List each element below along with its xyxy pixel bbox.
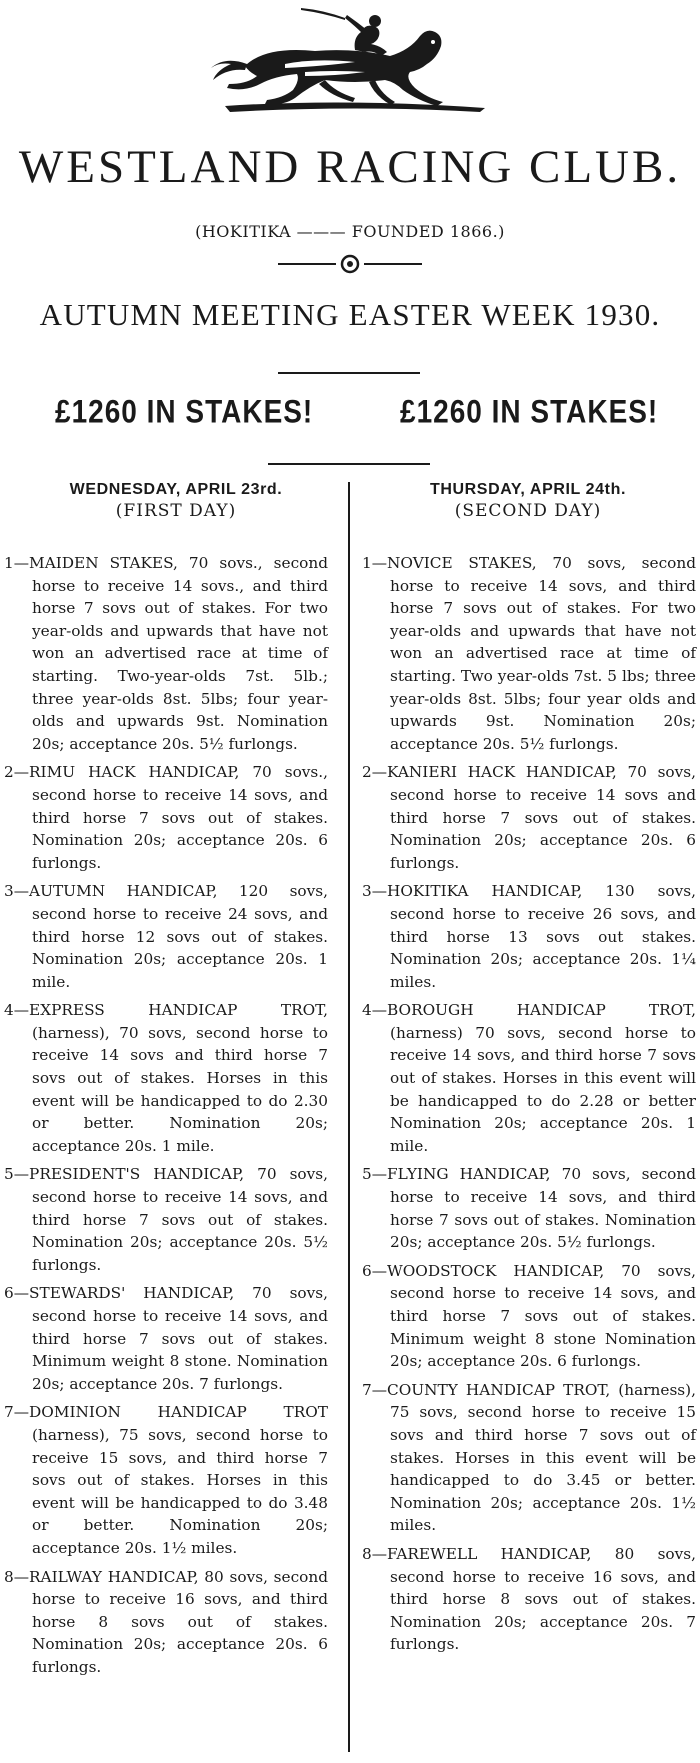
race-entry: 5—PRESIDENT'S HANDICAP, 70 sovs, second horse to receive 14 sovs, and third horse 7 sovs out of stakes. Nomination 20s; acceptance 20s. 5½ furlongs. [4,1165,328,1274]
club-title: WESTLAND RACING CLUB. [18,141,682,193]
club-subtitle: (HOKITIKA ——— FOUNDED 1866.) [195,222,505,241]
divider-rule [268,463,430,465]
second-day-races [362,552,696,1662]
stakes-left: £1260 IN STAKES! [55,393,314,430]
day-heading-second [368,481,688,521]
racehorse-jockey-illustration [205,6,495,118]
stakes-right: £1260 IN STAKES! [400,393,659,430]
race-entry: 4—EXPRESS HANDICAP TROT, (harness), 70 sovs, second horse to receive 14 sovs and third horse 7 sovs out of stakes. Horses in this event will be handicapped to do 2.30 or better. Nomination 20s; acceptance 20s. 1 mile. [4,1001,328,1155]
ornament-divider-icon [278,253,422,275]
meeting-heading: AUTUMN MEETING EASTER WEEK 1930. [39,297,661,332]
race-entry: 1—MAIDEN STAKES, 70 sovs., second horse to receive 14 sovs., and third horse 7 sovs out of stakes. For two year-olds and upwards that have not won an advertised race at time of starting. Two-year-olds 7st. 5lb.; three year-olds 8st. 5lbs; four year-olds and upwards 9st. Nomination 20s; acceptance 20s. 5½ furlongs. [4,554,328,753]
race-entry: 7—DOMINION HANDICAP TROT (harness), 75 sovs, second horse to receive 15 sovs, and third horse 7 sovs out of stakes. Horses in this event will be handicapped to do 3.48 or better. Nomination 20s; acceptance 20s. 1½ miles. [4,1403,328,1557]
divider-rule [278,372,420,374]
race-entry: 3—HOKITIKA HANDICAP, 130 sovs, second horse to receive 26 sovs, and third horse 13 sovs out stakes. Nomination 20s; acceptance 20s. 1¼ miles. [362,882,696,991]
race-entry: 5—FLYING HANDICAP, 70 sovs, second horse to receive 14 sovs, and third horse 7 sovs out of stakes. Nomination 20s; acceptance 20s. 5½ furlongs. [362,1165,696,1252]
race-entry: 2—KANIERI HACK HANDICAP, 70 sovs, second horse to receive 14 sovs and third horse 7 sovs out of stakes. Nomination 20s; acceptance 20s. 6 furlongs. [362,763,696,872]
first-day-races [4,552,328,1685]
race-entry: 8—FAREWELL HANDICAP, 80 sovs, second horse to receive 16 sovs, and third horse 8 sovs out of stakes. Nomination 20s; acceptance 20s. 7 furlongs. [362,1544,696,1654]
day-sub: (FIRST DAY) [115,501,237,521]
day-name: THURSDAY, APRIL 24th. [429,481,627,498]
column-divider [348,482,350,1752]
race-entry: 4—BOROUGH HANDICAP TROT, (harness) 70 sovs, second horse to receive 14 sovs, and third horse 7 sovs out of stakes. Horses in this event will be handicapped to do 2.28 or better Nomination 20s; acceptance 20s. 1 mile. [362,1001,696,1155]
race-entry: 7—COUNTY HANDICAP TROT, (harness), 75 sovs, second horse to receive 15 sovs and third horse 7 sovs out of stakes. Horses in this event will be handicapped to do 3.45 or better. Nomination 20s; acceptance 20s. 1½ miles. [362,1380,696,1535]
day-name: WEDNESDAY, APRIL 23rd. [69,481,283,498]
race-entry: 8—RAILWAY HANDICAP, 80 sovs, second horse to receive 16 sovs, and third horse 8 sovs out of stakes. Nomination 20s; acceptance 20s. 6 furlongs. [4,1567,328,1676]
race-entry: 6—WOODSTOCK HANDICAP, 70 sovs, second horse to receive 14 sovs, and third horse 7 sovs out of stakes. Minimum weight 8 stone Nomination 20s; acceptance 20s. 6 furlongs. [362,1261,696,1371]
race-entry: 6—STEWARDS' HANDICAP, 70 sovs, second horse to receive 14 sovs, and third horse 7 sovs out of stakes. Minimum weight 8 stone. Nomination 20s; acceptance 20s. 7 furlongs. [4,1284,328,1393]
race-entry: 2—RIMU HACK HANDICAP, 70 sovs., second horse to receive 14 sovs, and third horse 7 sovs out of stakes. Nomination 20s; acceptance 20s. 6 furlongs. [4,763,328,872]
day-sub: (SECOND DAY) [454,501,602,521]
race-entry: 1—NOVICE STAKES, 70 sovs, second horse to receive 14 sovs, and third horse 7 sovs out of stakes. For two year-olds and upwards that have not won an advertised race at time of starting. Two year-olds 7st. 5 lbs; three year-olds 8st. 5lbs; four year olds and upwards 9st. Nomination 20s; acceptance 20s. 5½ furlongs. [362,554,696,753]
day-heading-first [16,481,336,521]
race-entry: 3—AUTUMN HANDICAP, 120 sovs, second horse to receive 24 sovs, and third horse 12 sovs out of stakes. Nomination 20s; acceptance 20s. 1 mile. [4,882,328,991]
